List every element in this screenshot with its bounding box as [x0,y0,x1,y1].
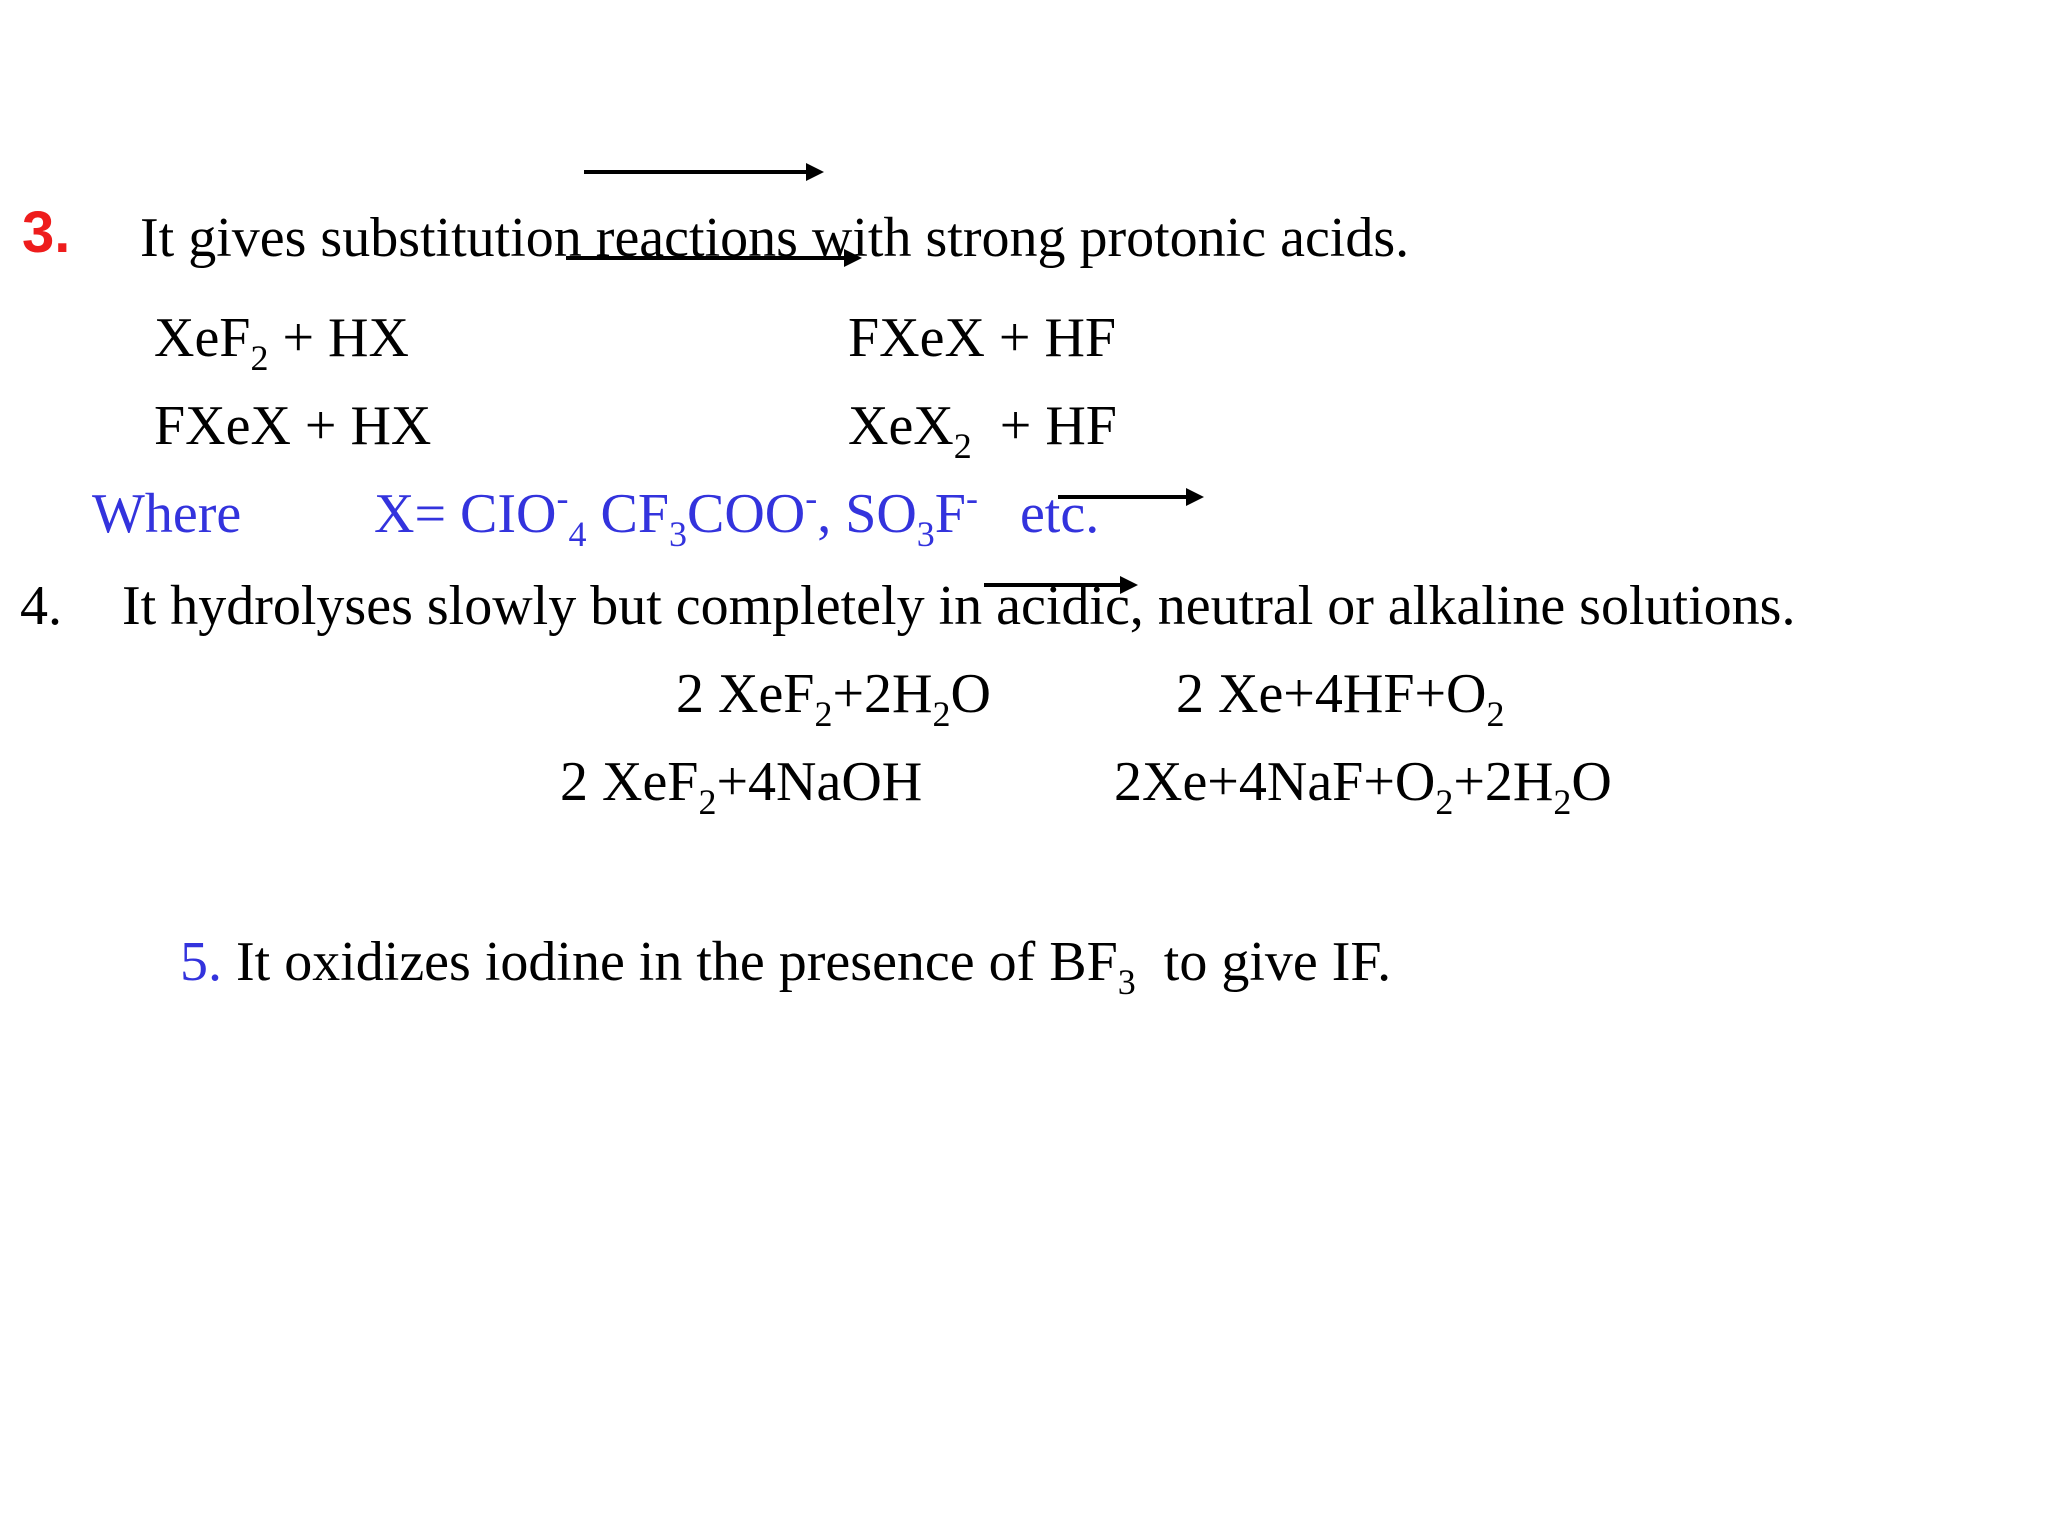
eq-3a-left: XeF$_2$ + HX [154,307,409,378]
item-5: 5. It oxidizes iodine in the presence of $BF_3$ to give IF. [180,931,1392,1002]
eq-4a-right: 2 $Xe+4HF+O_2$ [1176,663,1505,734]
eq-4b-left: 2 XeF$_2$+4NaOH [560,751,923,822]
item-3-text: It gives substitution reactions with strong protonic acids. [140,207,1410,269]
eq-3b-right: XeX$_2$ + HF [848,395,1117,466]
item-5-number: 5. [180,931,222,993]
eq-4a-left: 2 $XeF_2+2H_2O$ [676,663,991,734]
arrow-1 [584,170,820,174]
eq-3b-left: FXeX + HX [154,395,432,457]
eq-3a-right: FXeX + HF [848,307,1117,369]
item-4-number: 4. [20,575,62,637]
where-label: Where [92,483,242,545]
where-text: $X= CIO^-_4$ $CF_3COO^-$, $SO_3F^-$ etc. [374,478,1100,554]
eq-4b-right: $2Xe+4NaF+O_2+2H_2O$ [1114,751,1612,822]
item-4-text: It hydrolyses slowly but completely in acidic, neutral or alkaline solutions. [122,575,1796,637]
item-3-number: 3. [22,200,71,265]
